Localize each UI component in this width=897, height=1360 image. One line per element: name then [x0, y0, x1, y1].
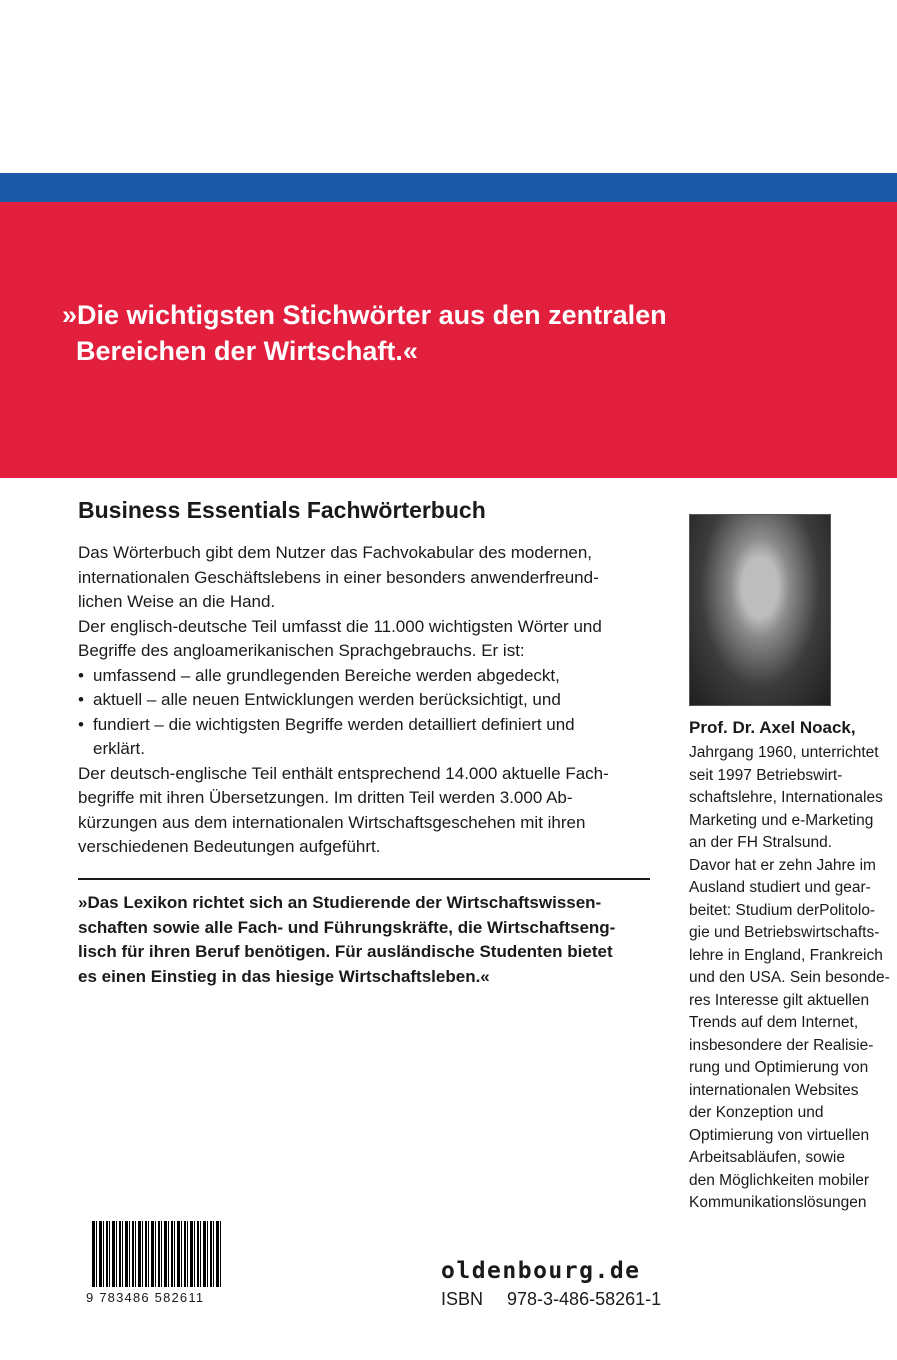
- headline-quote-line: Bereichen der Wirtschaft.«: [76, 336, 418, 366]
- description-line: Das Wörterbuch gibt dem Nutzer das Fachvokabular des modernen,: [78, 543, 593, 562]
- bullet-item: [78, 664, 653, 689]
- review-quote-line: lisch für ihren Beruf benötigen. Für ausländische Studenten bietet: [78, 942, 613, 961]
- barcode-number: 9 783486 582611: [86, 1290, 205, 1305]
- author-bio-line: res Interesse gilt aktuellen: [689, 991, 870, 1009]
- author-bio-line: beitet: Studium derPolitolo-: [689, 901, 876, 919]
- isbn-label: ISBN: [441, 1289, 484, 1309]
- blue-band: [0, 173, 897, 202]
- headline-quote: [62, 297, 862, 369]
- description-line: lichen Weise an die Hand.: [78, 592, 276, 611]
- author-bio-line: und den USA. Sein besonde-: [689, 969, 890, 986]
- publisher-website: oldenbourg.de: [441, 1258, 641, 1284]
- isbn: [441, 1289, 661, 1310]
- author-bio-line: Davor hat er zehn Jahre im: [689, 856, 876, 874]
- author-bio-line: insbesondere der Realisie-: [689, 1036, 874, 1054]
- author-bio-line: Trends auf dem Internet,: [689, 1014, 859, 1031]
- barcode-bars: [93, 1221, 223, 1287]
- author-bio-line: rung und Optimierung von: [689, 1059, 869, 1076]
- review-quote-line: es einen Einstieg in das hiesige Wirtschaftsleben.«: [78, 966, 490, 986]
- isbn-number: 978-3-486-58261-1: [507, 1289, 662, 1309]
- bullet-continuation: erklärt.: [93, 739, 145, 758]
- bullet-dot-icon: •: [78, 690, 84, 709]
- author-name: Prof. Dr. Axel Noack,: [689, 718, 856, 737]
- review-quote-line: schaften sowie alle Fach- und Führungskräfte, die Wirtschaftseng-: [78, 917, 616, 937]
- author-bio-line: Arbeitsabläufen, sowie: [689, 1149, 845, 1166]
- divider: [78, 878, 650, 880]
- author-bio-line: gie und Betriebswirtschafts-: [689, 924, 880, 941]
- description: [78, 541, 653, 860]
- author-bio-line: internationalen Websites: [689, 1081, 859, 1099]
- author-bio: [689, 742, 894, 1215]
- author-bio-line: Marketing und e-Marketing: [689, 811, 874, 829]
- barcode: [92, 1221, 223, 1287]
- author-bio-line: Optimierung von virtuellen: [689, 1126, 870, 1144]
- description-line: verschiedenen Bedeutungen aufgeführt.: [78, 837, 381, 856]
- description-line: internationalen Geschäftslebens in einer besonders anwenderfreund-: [78, 567, 599, 587]
- author-bio-line: an der FH Stralsund.: [689, 834, 833, 851]
- author-bio-line: Kommunikationslösungen: [689, 1194, 867, 1211]
- description-line: begriffe mit ihren Übersetzungen. Im dritten Teil werden 3.000 Ab-: [78, 788, 573, 807]
- description-line: Begriffe des angloamerikanischen Sprachgebrauchs. Er ist:: [78, 641, 525, 660]
- bullet-text: umfassend – alle grundlegenden Bereiche werden abgedeckt,: [93, 665, 560, 685]
- book-title: Business Essentials Fachwörterbuch: [78, 497, 486, 523]
- author-bio-line: lehre in England, Frankreich: [689, 946, 883, 964]
- bullet-item: [78, 713, 653, 738]
- description-line: kürzungen aus dem internationalen Wirtschaftsgeschehen mit ihren: [78, 812, 586, 832]
- review-quote: [78, 891, 653, 989]
- author-bio-line: Jahrgang 1960, unterrichtet: [689, 744, 879, 761]
- headline-quote-line: »Die wichtigsten Stichwörter aus den zentralen: [62, 300, 667, 330]
- author-bio-line: Ausland studiert und gear-: [689, 879, 871, 896]
- review-quote-line: »Das Lexikon richtet sich an Studierende der Wirtschaftswissen-: [78, 893, 602, 912]
- bullet-item: [78, 688, 653, 713]
- author-bio-line: der Konzeption und: [689, 1104, 824, 1121]
- description-line: Der englisch-deutsche Teil umfasst die 11.000 wichtigsten Wörter und: [78, 616, 602, 636]
- author-bio-line: den Möglichkeiten mobiler: [689, 1171, 870, 1189]
- bullet-dot-icon: •: [78, 665, 84, 685]
- author-photo: [689, 514, 831, 706]
- bullet-text: aktuell – alle neuen Entwicklungen werden berücksichtigt, und: [93, 690, 561, 709]
- bullet-text: fundiert – die wichtigsten Begriffe werden detailliert definiert und: [93, 714, 575, 734]
- author-bio-line: schaftslehre, Internationales: [689, 789, 883, 806]
- description-line: Der deutsch-englische Teil enthält entsprechend 14.000 aktuelle Fach-: [78, 763, 609, 783]
- bullet-dot-icon: •: [78, 714, 84, 734]
- author-bio-line: seit 1997 Betriebswirt-: [689, 766, 843, 784]
